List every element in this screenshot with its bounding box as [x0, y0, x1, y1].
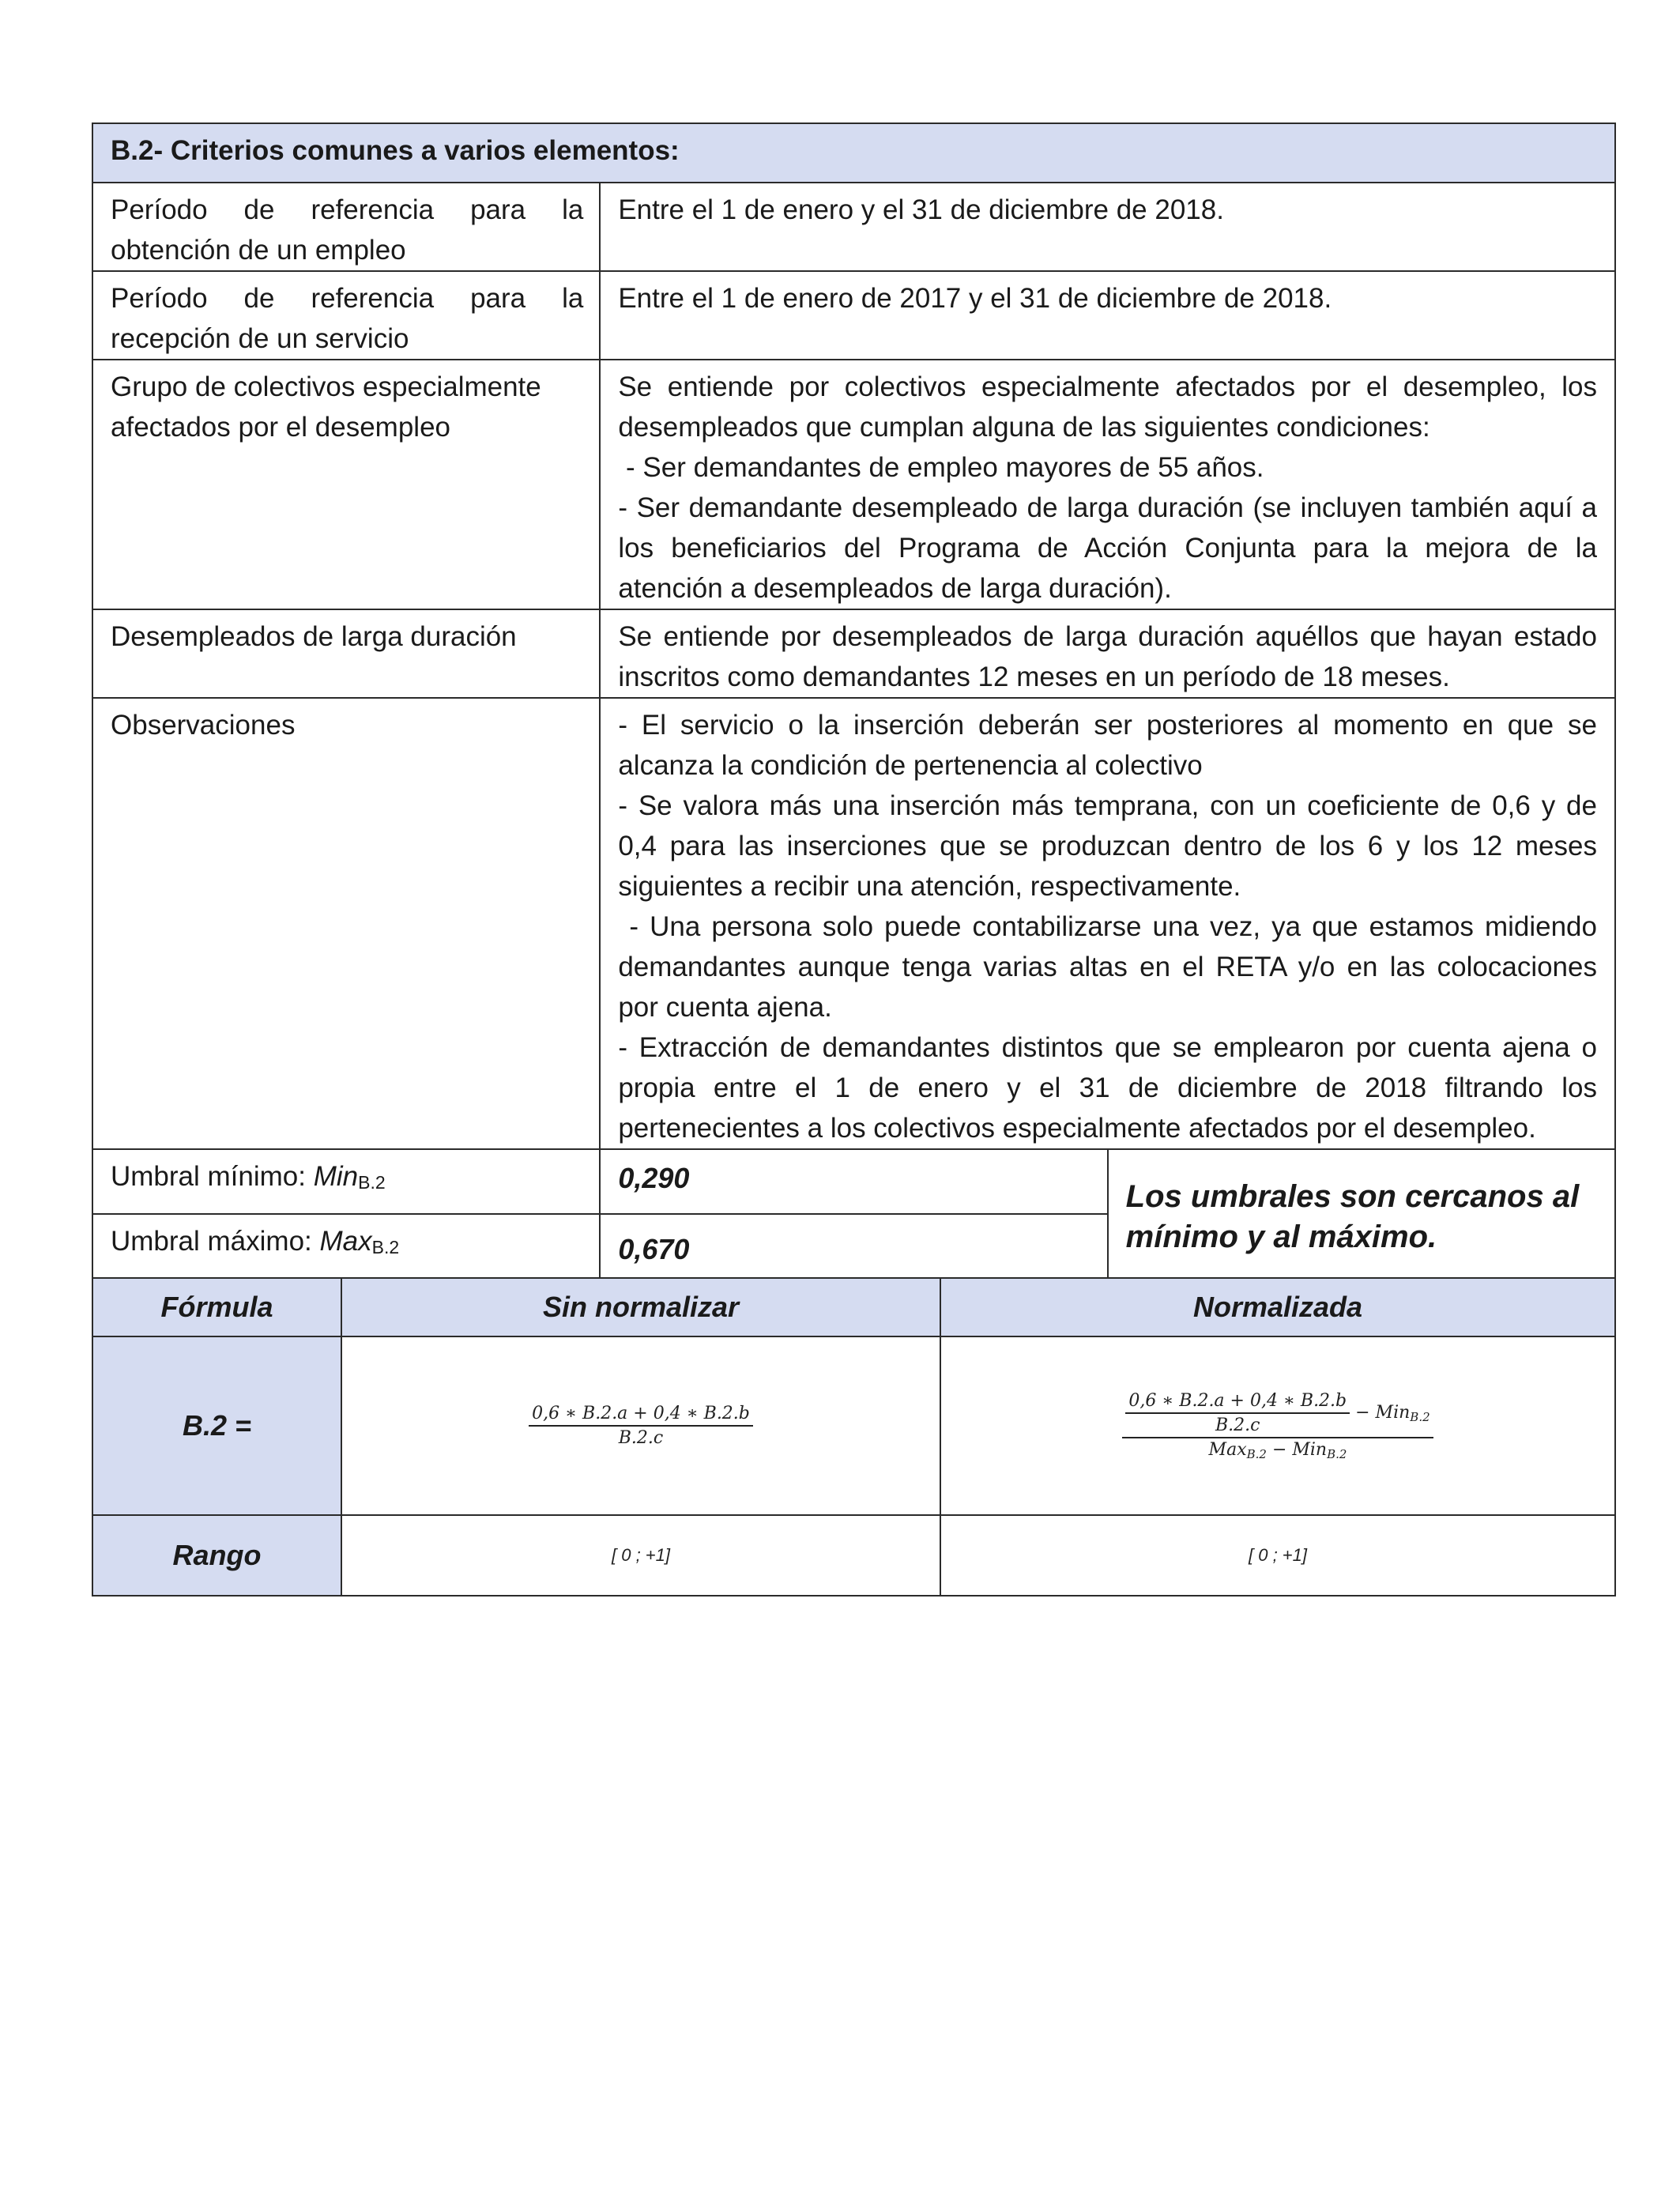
- max-threshold-label: [92, 1214, 600, 1285]
- raw-fraction: [529, 1404, 753, 1448]
- norm-outer-denominator: [1206, 1438, 1350, 1461]
- row-value: [600, 360, 1615, 609]
- normalized-formula: [940, 1336, 1615, 1515]
- row-label: Desempleados de larga duración: [92, 609, 600, 698]
- norm-den-min-sub: B.2: [1327, 1446, 1347, 1461]
- norm-inner-fraction: [1125, 1391, 1350, 1435]
- raw-numerator: 0,6 ∗ B.2.a + 0,4 ∗ B.2.b: [529, 1404, 753, 1427]
- row-value-text: Entre el 1 de enero de 2017 y el 31 de diciembre de 2018.: [618, 283, 1332, 314]
- formula-table: [92, 1277, 1616, 1596]
- table-row: [92, 360, 1615, 609]
- row-value: [600, 271, 1615, 360]
- range-normalized: [ 0 ; +1]: [940, 1515, 1615, 1596]
- raw-formula: [341, 1336, 940, 1515]
- threshold-min-row: [92, 1149, 1615, 1214]
- row-value-text: - Ser demandante desempleado de larga duración (se incluyen también aquí a los beneficiarios del Programa de Acción Conjunta para la mejora de la atención a desempleados de larga duración).: [618, 492, 1597, 604]
- norm-den-minus: − Min: [1266, 1439, 1328, 1460]
- threshold-note: Los umbrales son cercanos al mínimo y al máximo.: [1108, 1149, 1615, 1285]
- row-value: [600, 609, 1615, 698]
- max-threshold-text: Umbral máximo:: [111, 1226, 320, 1257]
- row-value-text: - Una persona solo puede contabilizarse una vez, ya que estamos midiendo demandantes aunque tenga varias altas en el RETA y/o en las colocaciones por cuenta ajena.: [618, 911, 1605, 1023]
- row-label: Período de referencia para la obtención de un empleo: [92, 183, 600, 271]
- norm-den-max: Max: [1208, 1439, 1247, 1460]
- norm-fraction: [1122, 1391, 1433, 1461]
- row-label: Grupo de colectivos especialmente afectados por el desempleo: [92, 360, 600, 609]
- row-value-text: - Se valora más una inserción más temprana, con un coeficiente de 0,6 y de 0,4 para las inserciones que se produzcan dentro de los 6 y los 12 meses siguientes a recibir una atención, respectivamente.: [618, 790, 1597, 902]
- row-value-text: Se entiende por desempleados de larga duración aquéllos que hayan estado inscritos como demandantes 12 meses en un período de 18 meses.: [618, 621, 1597, 692]
- criteria-table: [92, 123, 1616, 1286]
- header-raw: Sin normalizar: [341, 1278, 940, 1336]
- table-row: [92, 183, 1615, 271]
- norm-numerator: 0,6 ∗ B.2.a + 0,4 ∗ B.2.b: [1125, 1391, 1350, 1414]
- max-var: Max: [319, 1226, 372, 1257]
- min-threshold-text: Umbral mínimo:: [111, 1161, 314, 1192]
- norm-denominator: B.2.c: [1215, 1415, 1260, 1435]
- min-threshold-value: 0,290: [600, 1149, 1107, 1214]
- table-row: [92, 698, 1615, 1149]
- max-threshold-value: 0,670: [600, 1214, 1107, 1285]
- range-row: [92, 1515, 1615, 1596]
- criteria-header-row: [92, 123, 1615, 183]
- norm-den-max-sub: B.2: [1246, 1446, 1267, 1461]
- max-sub: B.2: [371, 1237, 400, 1257]
- row-value-text: - Ser demandantes de empleo mayores de 55 años.: [618, 452, 1264, 483]
- formula-row-label: B.2 =: [92, 1336, 341, 1515]
- row-value: [600, 698, 1615, 1149]
- range-label: Rango: [92, 1515, 341, 1596]
- norm-outer-numerator: [1122, 1391, 1433, 1438]
- table-row: [92, 271, 1615, 360]
- row-value-text: Entre el 1 de enero y el 31 de diciembre de 2018.: [618, 194, 1224, 225]
- formula-header-row: [92, 1278, 1615, 1336]
- section-title: B.2- Criterios comunes a varios elementos:: [92, 123, 1615, 183]
- row-value-text: - El servicio o la inserción deberán ser posteriores al momento en que se alcanza la condición de pertenencia al colectivo: [618, 710, 1597, 781]
- table-row: [92, 609, 1615, 698]
- header-formula: Fórmula: [92, 1278, 341, 1336]
- raw-denominator: B.2.c: [618, 1428, 664, 1448]
- row-value-text: - Extracción de demandantes distintos que se emplearon por cuenta ajena o propia entre el 1 de enero y el 31 de diciembre de 2018 filtrando los pertenecientes a los colectivos especialmente afectados por el desempleo.: [618, 1032, 1597, 1144]
- range-raw: [ 0 ; +1]: [341, 1515, 940, 1596]
- header-normalized: Normalizada: [940, 1278, 1615, 1336]
- min-sub: B.2: [358, 1172, 386, 1193]
- min-threshold-label: [92, 1149, 600, 1214]
- row-value: [600, 183, 1615, 271]
- formula-row: [92, 1336, 1615, 1515]
- row-label: Período de referencia para la recepción de un servicio: [92, 271, 600, 360]
- norm-minus: − Min: [1350, 1402, 1411, 1423]
- min-var: Min: [313, 1161, 359, 1192]
- row-label: Observaciones: [92, 698, 600, 1149]
- row-value-text: Se entiende por colectivos especialmente afectados por el desempleo, los desempleados que cumplan alguna de las siguientes condiciones:: [618, 371, 1597, 443]
- norm-sub: B.2: [1410, 1409, 1430, 1424]
